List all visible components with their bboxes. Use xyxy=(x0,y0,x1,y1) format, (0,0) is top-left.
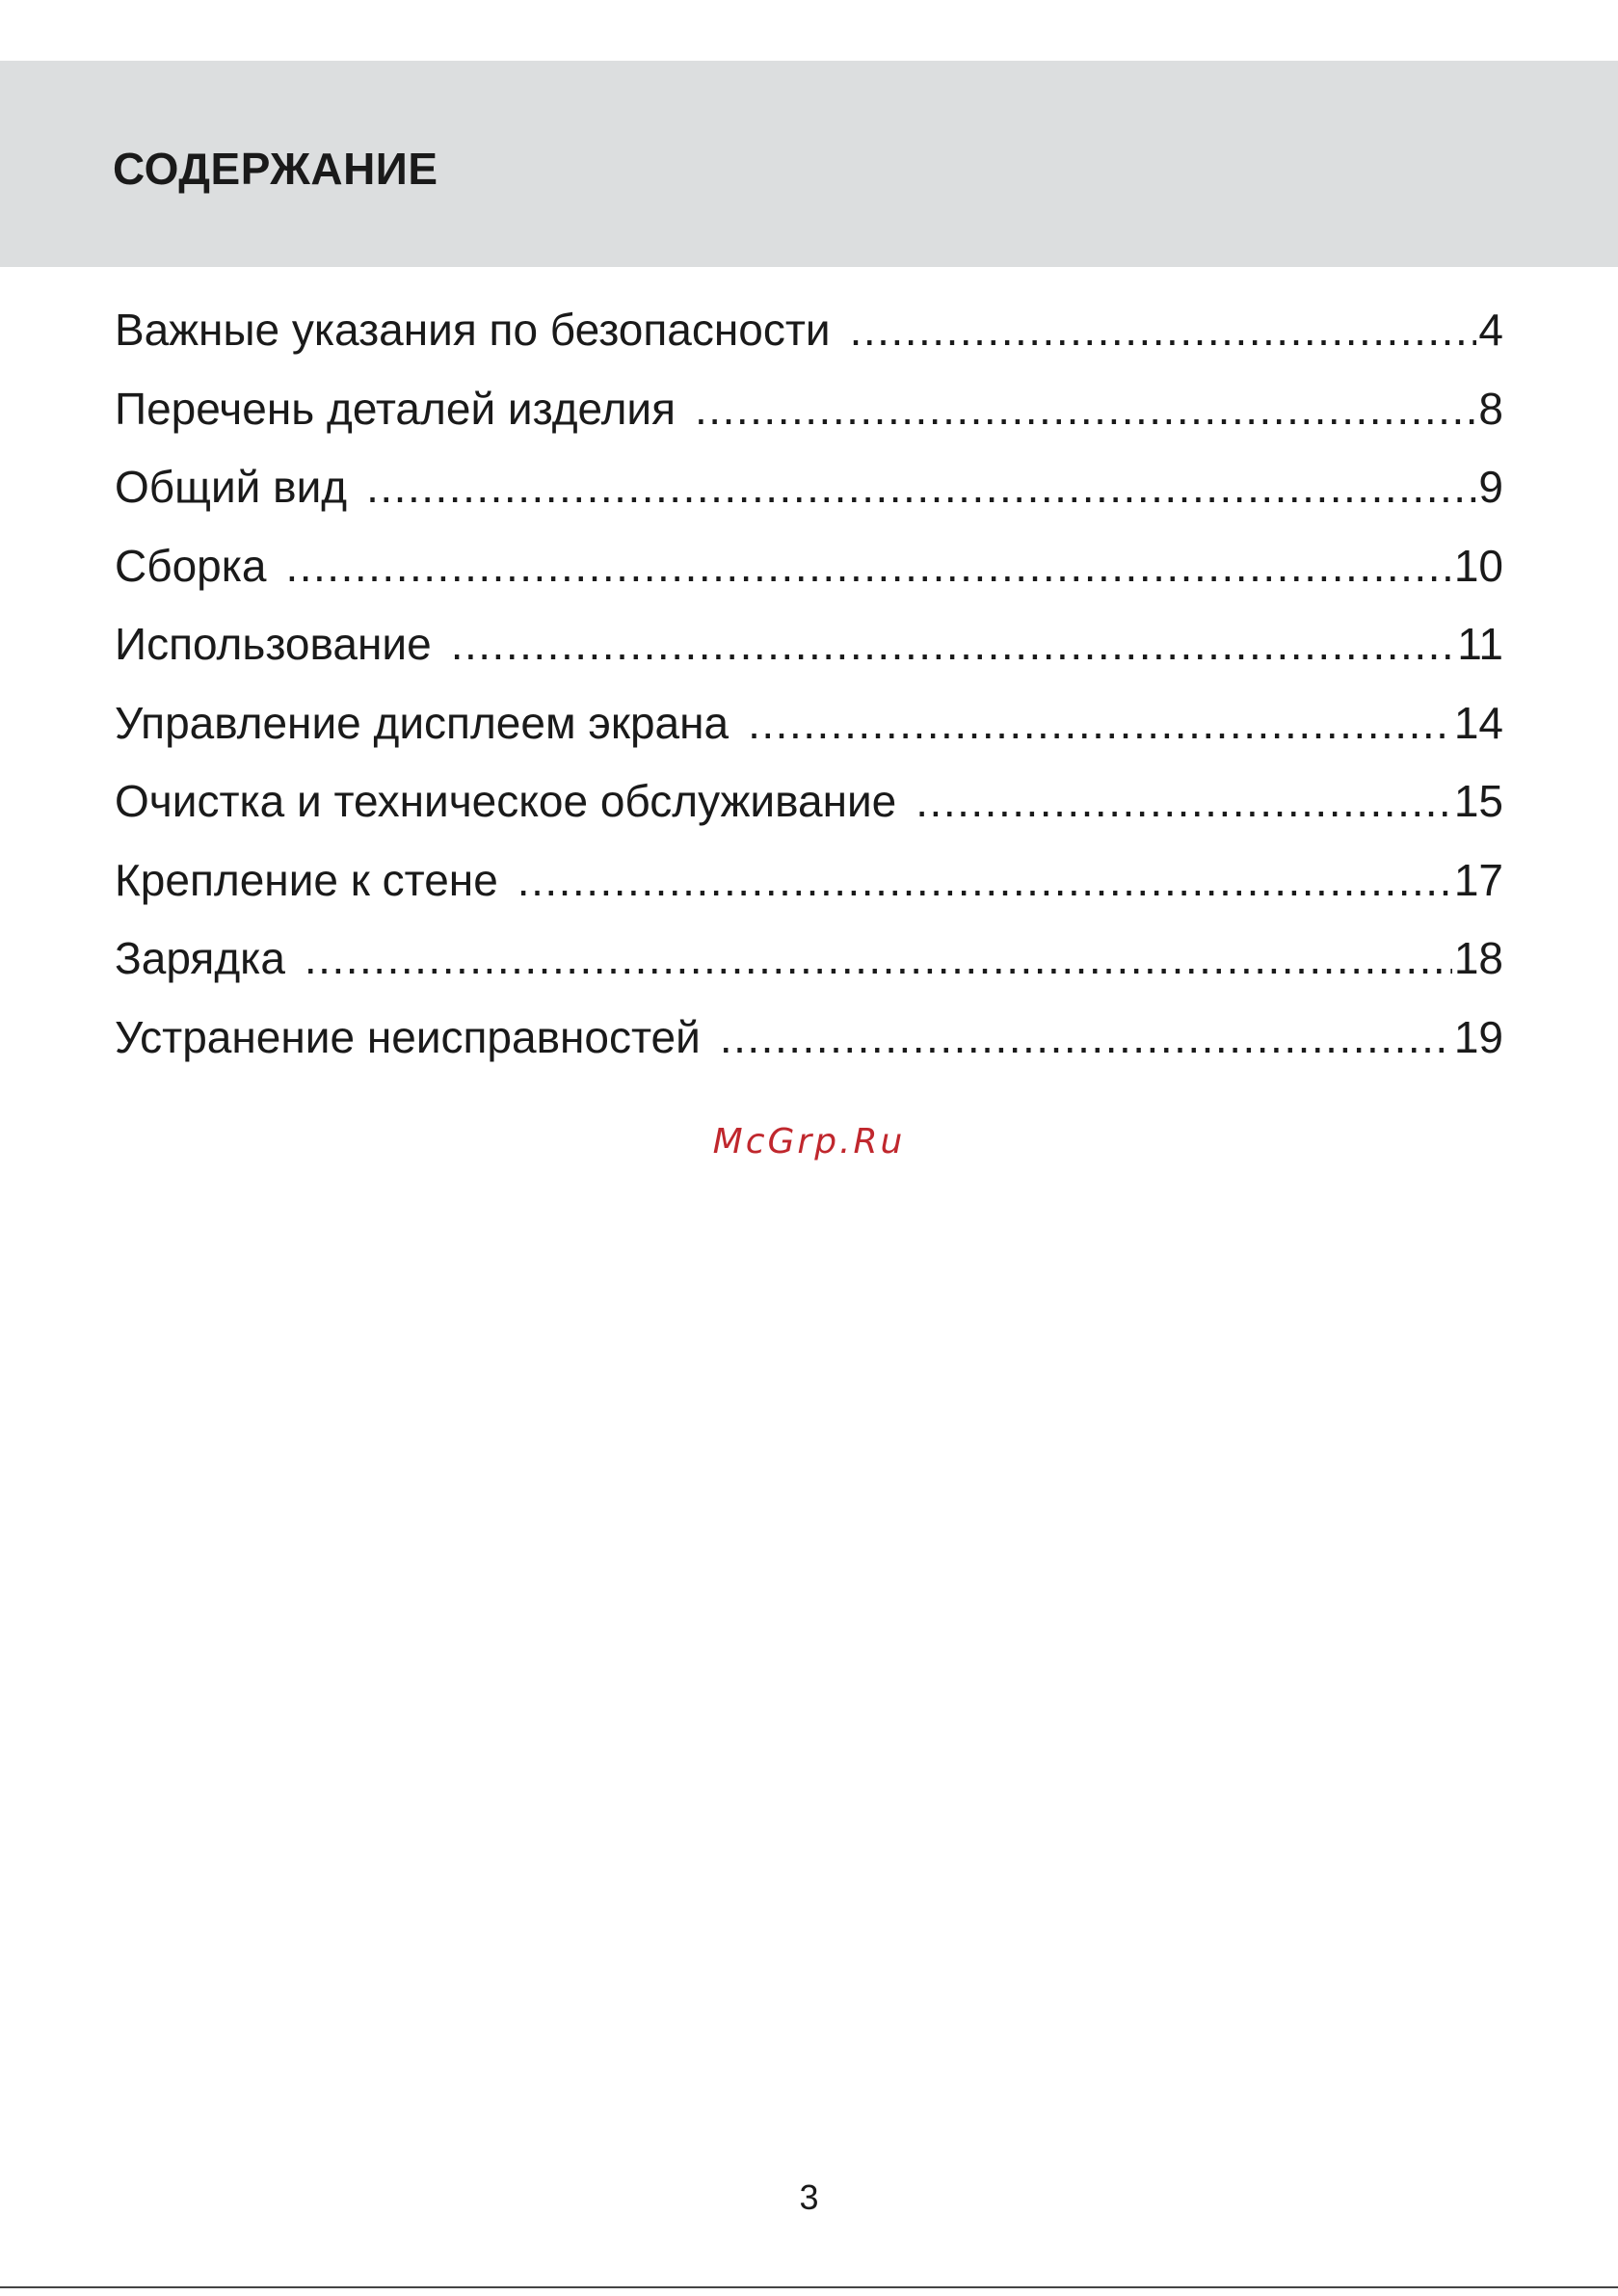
toc-entry-label: Общий вид xyxy=(115,462,348,512)
toc-entry-page: 10 xyxy=(1453,540,1503,591)
toc-entry-page: 18 xyxy=(1453,933,1503,983)
toc-entry[interactable] xyxy=(115,380,1503,459)
toc-entry[interactable] xyxy=(115,458,1503,537)
toc-entry-page: 17 xyxy=(1453,854,1503,905)
toc-entry-label: Крепление к стене xyxy=(115,854,498,905)
toc-entry-page: 11 xyxy=(1457,619,1503,669)
toc-entry[interactable] xyxy=(115,694,1503,773)
toc-dot-leader xyxy=(517,851,1452,909)
watermark: McGrp.Ru xyxy=(712,1122,906,1161)
toc-dot-leader xyxy=(915,772,1452,830)
toc-dot-leader xyxy=(850,301,1477,359)
page-number: 3 xyxy=(799,2177,819,2217)
toc-entry[interactable] xyxy=(115,301,1503,380)
toc-dot-leader xyxy=(748,694,1452,752)
toc-dot-leader xyxy=(695,380,1476,438)
toc-entry-label: Управление дисплеем экрана xyxy=(115,697,729,748)
toc-entry-page: 15 xyxy=(1453,776,1503,826)
toc-entry[interactable] xyxy=(115,537,1503,616)
toc-entry[interactable] xyxy=(115,929,1503,1008)
page-title: СОДЕРЖАНИЕ xyxy=(113,144,438,194)
toc-entry-page: 4 xyxy=(1478,305,1503,355)
toc-entry-page: 14 xyxy=(1453,697,1503,748)
toc-entry-label: Использование xyxy=(115,619,432,669)
toc-entry-label: Устранение неисправностей xyxy=(115,1011,701,1062)
toc-entry-label: Зарядка xyxy=(115,933,285,983)
toc-entry-page: 8 xyxy=(1478,383,1503,434)
toc-entry-label: Сборка xyxy=(115,540,267,591)
toc-dot-leader xyxy=(285,537,1451,595)
toc-entry-label: Перечень деталей изделия xyxy=(115,383,676,434)
toc-dot-leader xyxy=(451,615,1456,673)
toc-entry-label: Очистка и техническое обслуживание xyxy=(115,776,897,826)
toc-entry[interactable] xyxy=(115,772,1503,851)
toc-entry[interactable] xyxy=(115,615,1503,694)
toc-entry[interactable] xyxy=(115,1008,1503,1087)
toc-entry-page: 9 xyxy=(1478,462,1503,512)
table-of-contents xyxy=(115,301,1503,1086)
bottom-divider xyxy=(0,2286,1618,2288)
toc-dot-leader xyxy=(305,929,1452,987)
toc-entry-label: Важные указания по безопасности xyxy=(115,305,831,355)
toc-dot-leader xyxy=(366,458,1476,516)
toc-dot-leader xyxy=(720,1008,1452,1066)
toc-entry[interactable] xyxy=(115,851,1503,930)
toc-entry-page: 19 xyxy=(1453,1011,1503,1062)
